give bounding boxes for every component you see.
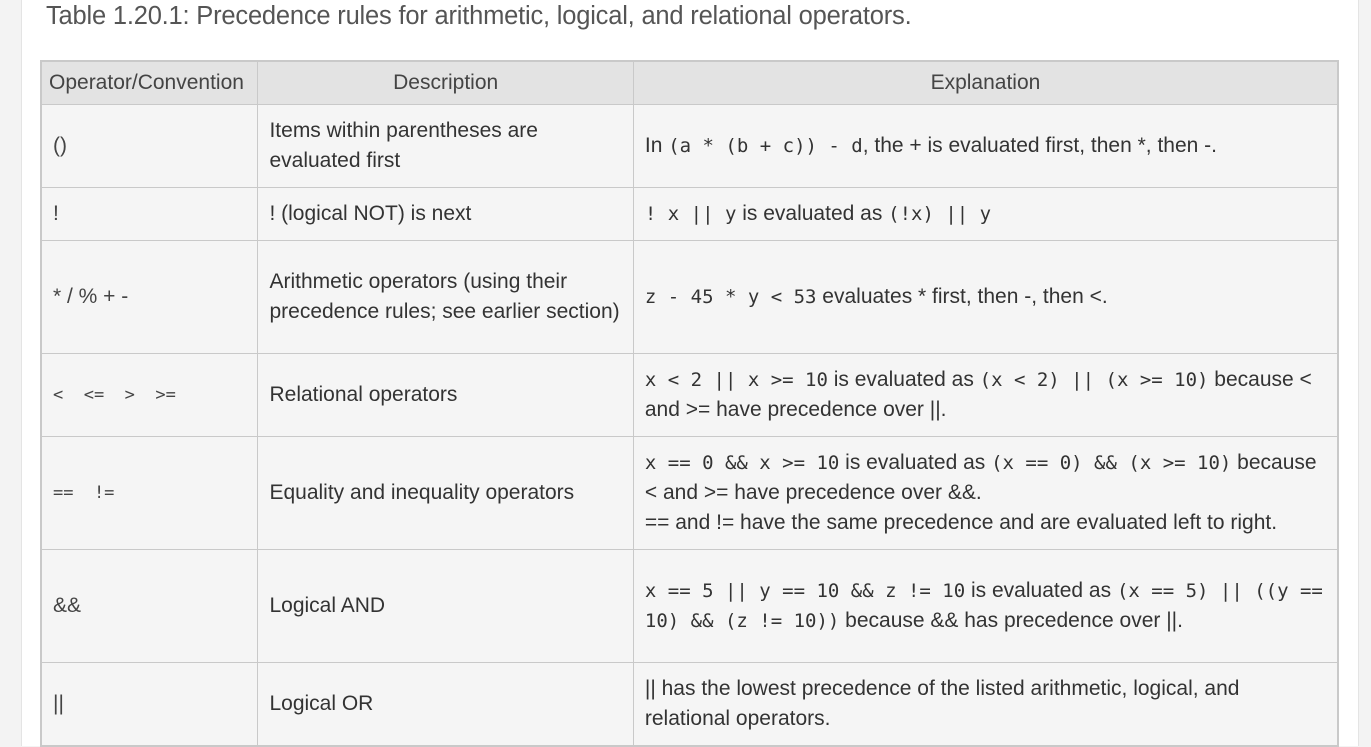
operator-cell: &&	[41, 550, 258, 663]
explanation-cell	[633, 437, 1338, 550]
table-row	[41, 437, 1338, 550]
code-snippet: x == 5 || y == 10 && z != 10	[644, 580, 966, 602]
description-cell: Relational operators	[258, 354, 633, 437]
explanation-text: is evaluated as	[736, 202, 889, 225]
operator-cell: !	[41, 188, 258, 241]
code-snippet: (!x) || y	[888, 203, 992, 225]
explanation-cell	[633, 105, 1338, 188]
code-snippet: (a * (b + c)) - d	[668, 135, 863, 157]
code-snippet: z - 45 * y < 53	[644, 286, 817, 308]
operator-cell: ()	[41, 105, 258, 188]
explanation-text: is evaluated as	[827, 368, 980, 391]
content-page	[21, 0, 1359, 746]
code-snippet: ! x || y	[644, 203, 737, 225]
explanation-text: evaluates * first, then -, then <.	[816, 285, 1108, 308]
description-cell: Logical AND	[258, 550, 633, 663]
explanation-text: is evaluated as	[839, 451, 992, 474]
explanation-text: because < and >= have precedence over ||.	[644, 368, 1312, 421]
operator-cell: < <= > >=	[41, 354, 258, 437]
header-operator: Operator/Convention	[41, 61, 258, 105]
code-snippet: (x == 0) && (x >= 10)	[991, 452, 1232, 474]
description-cell: Items within parentheses are evaluated first	[258, 105, 633, 188]
explanation-text: is evaluated as	[965, 579, 1117, 602]
explanation-text: , the + is evaluated first, then *, then -.	[862, 134, 1217, 157]
operator-cell: == !=	[41, 437, 258, 550]
code-snippet: (x == 5) || ((y == 10) && (z != 10))	[644, 580, 1323, 632]
table-row	[41, 354, 1338, 437]
description-cell: ! (logical NOT) is next	[258, 188, 633, 241]
operator-cell: * / % + -	[41, 241, 258, 354]
table-header-row	[41, 61, 1338, 105]
explanation-text: because && has precedence over ||.	[839, 609, 1183, 632]
header-explanation: Explanation	[633, 61, 1338, 105]
operator-cell: ||	[41, 663, 258, 747]
table-row	[41, 105, 1338, 188]
table-row	[41, 663, 1338, 747]
description-cell: Equality and inequality operators	[258, 437, 633, 550]
code-snippet: x == 0 && x >= 10	[644, 452, 840, 474]
explanation-cell	[633, 550, 1338, 663]
code-snippet: (x < 2) || (x >= 10)	[979, 369, 1209, 391]
table-row	[41, 188, 1338, 241]
description-cell: Logical OR	[258, 663, 633, 747]
explanation-cell: || has the lowest precedence of the listed arithmetic, logical, and relational operators.	[633, 663, 1338, 747]
explanation-cell	[633, 354, 1338, 437]
explanation-cell	[633, 241, 1338, 354]
explanation-text: == and != have the same precedence and are evaluated left to right.	[644, 511, 1278, 534]
explanation-text: In	[644, 134, 669, 157]
code-snippet: x < 2 || x >= 10	[644, 369, 828, 391]
explanation-cell	[633, 188, 1338, 241]
description-cell: Arithmetic operators (using their precedence rules; see earlier section)	[258, 241, 633, 354]
precedence-table	[40, 60, 1339, 747]
table-row	[41, 241, 1338, 354]
explanation-text: because < and >= have precedence over &&.	[644, 451, 1317, 504]
header-description: Description	[258, 61, 633, 105]
table-row	[41, 550, 1338, 663]
table-caption: Table 1.20.1: Precedence rules for arithmetic, logical, and relational operators.	[46, 2, 912, 30]
